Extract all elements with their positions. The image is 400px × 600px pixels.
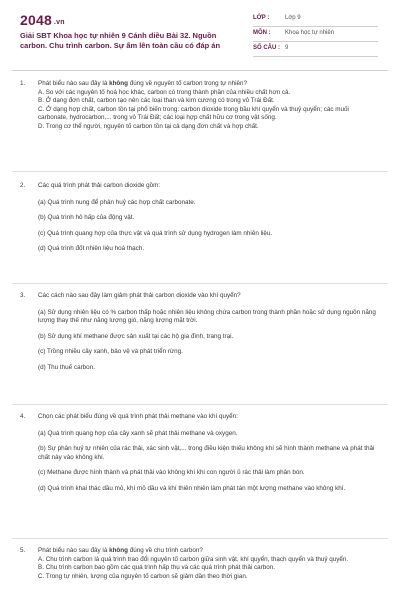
meta-row-class [253, 12, 378, 27]
question-stem [20, 413, 380, 422]
answer-option: A. Chu trình carbon là quá trình trao đổi nguyên tố carbon giữa sinh vật, khí quyển, thạch quyển và thuỷ quyển. [38, 555, 349, 563]
logo-suffix: .vn [53, 19, 65, 26]
answer-option: (d) Quá trình đốt nhiên liệu hoá thạch. [38, 245, 145, 253]
document-header [0, 0, 400, 62]
site-logo[interactable] [20, 12, 65, 28]
question-stem [20, 292, 380, 301]
question-text [38, 547, 380, 556]
answer-option: (a) Quá trình quang hợp của cây xanh sẽ phát thải methane và oxygen. [38, 429, 238, 437]
meta-value: Lớp 9 [285, 15, 301, 21]
header-divider [12, 70, 388, 71]
meta-label: SỐ CÂU : [253, 45, 280, 51]
meta-label: LỚP : [253, 15, 270, 21]
question-stem [20, 80, 380, 89]
answer-option: (b) Sự phân huỷ tự nhiên của rác thải, xác sinh vật,... trong điều kiện thiếu không khí sẽ hình thành methane và phát thải chất này vào không khí. [38, 445, 375, 461]
answer-options [20, 556, 380, 582]
logo-text: 2048 [20, 12, 52, 28]
meta-value: Khoa học tự nhiên [285, 30, 335, 36]
answer-option: D. Trong cơ thể người, nguyên tố carbon tồn tại cả dạng đơn chất và hợp chất. [38, 122, 259, 130]
answer-option: (c) Methane được hình thành và phát thải vào không khí khi con người ủ rác thải làm phân bón. [38, 469, 305, 477]
answer-option: C. Ở dạng hợp chất, carbon tồn tại phổ biến trong: carbon dioxide trong bầu khí quyển và thuỷ quyển; các muối carbonate, hydrocarbon,... trong vỏ Trái Đất; các loại hợp chất hữu cơ trong vật sống. [38, 105, 349, 122]
question-number: 1. [20, 80, 26, 87]
stem-text-part: đúng về nguyên tố carbon trong tự nhiên? [127, 80, 248, 87]
question-stem [20, 182, 380, 191]
answer-option: (c) Trồng nhiều cây xanh, bảo vệ và phát triển rừng. [38, 348, 183, 356]
document-meta [253, 12, 378, 57]
question-4 [20, 413, 380, 494]
question-divider [12, 171, 388, 172]
answer-option: (d) Quá trình khai thác dầu mỏ, khí mỏ dầu và khí thiên nhiên làm phát tán một lượng methane vào không khí. [38, 484, 346, 492]
stem-emphasis: không [109, 547, 128, 554]
stem-text-part: Phát biểu nào sau đây là [38, 547, 110, 554]
answer-option: (d) Thu thuế carbon. [38, 363, 95, 371]
answer-options [20, 89, 380, 132]
answer-option: (a) Quá trình nung để phân huỷ các hợp chất carbonate. [38, 198, 196, 206]
question-number: 4. [20, 413, 26, 420]
question-text [38, 80, 380, 89]
answer-option: (a) Sử dụng nhiên liệu có % carbon thấp hoặc nhiên liệu không chứa carbon trong thành phần hoặc sử dụng nguồn năng lượng thay thế như năng lượng gió, năng lượng mặt trời. [38, 308, 376, 325]
question-stem [20, 547, 380, 556]
question-divider [12, 538, 388, 539]
question-2 [20, 182, 380, 254]
meta-value: 9 [285, 45, 289, 51]
answer-option: C. Trong tự nhiên, lượng của nguyên tố carbon sẽ giảm dần theo thời gian. [38, 572, 248, 580]
question-5 [20, 547, 380, 581]
question-number: 3. [20, 292, 26, 299]
question-number: 2. [20, 182, 26, 189]
answer-options [20, 430, 380, 494]
question-text: Các cách nào sau đây làm giảm phát thải carbon dioxide vào khí quyển? [38, 292, 241, 299]
answer-option: B. Ở dạng đơn chất, carbon tạo nên các loại than và kim cương có trong vỏ Trái Đất. [38, 97, 275, 105]
answer-option: (b) Sử dụng khí methane được sản xuất tại các hộ gia đình, trang trại. [38, 332, 234, 340]
question-number: 5. [20, 547, 26, 554]
answer-option: A. So với các nguyên tố hoá học khác, carbon có trong thành phần của nhiều chất hơn cả. [38, 88, 291, 96]
question-1 [20, 80, 380, 132]
meta-row-count [253, 42, 378, 57]
stem-text-part: Phát biểu nào sau đây là [38, 80, 110, 87]
question-text: Các quá trình phát thải carbon dioxide gồm: [38, 182, 161, 189]
question-text: Chọn các phát biểu đúng về quá trình phát thải methane vào khí quyển: [38, 413, 238, 420]
answer-options [20, 309, 380, 373]
question-divider [12, 404, 388, 405]
answer-option: B. Chu trình carbon bao gồm các quá trình hấp thụ và các quá trình phát thải carbon. [38, 564, 275, 572]
answer-option: (b) Quá trình hô hấp của động vật. [38, 214, 135, 222]
answer-option: (c) Quá trình quang hợp của thực vật và quá trình sử dụng hydrogen làm nhiên liệu. [38, 229, 273, 237]
question-3 [20, 292, 380, 373]
meta-row-subject [253, 27, 378, 42]
meta-label: MÔN : [253, 30, 271, 36]
question-divider [12, 283, 388, 284]
answer-options [20, 199, 380, 254]
stem-emphasis: không [109, 80, 128, 87]
stem-text-part: đúng về chu trình carbon? [127, 547, 203, 554]
document-title: Giải SBT Khoa học tự nhiên 9 Cánh diều Bài 32. Nguồn carbon. Chu trình carbon. Sự ấm lên toàn cầu có đáp án [20, 31, 221, 50]
